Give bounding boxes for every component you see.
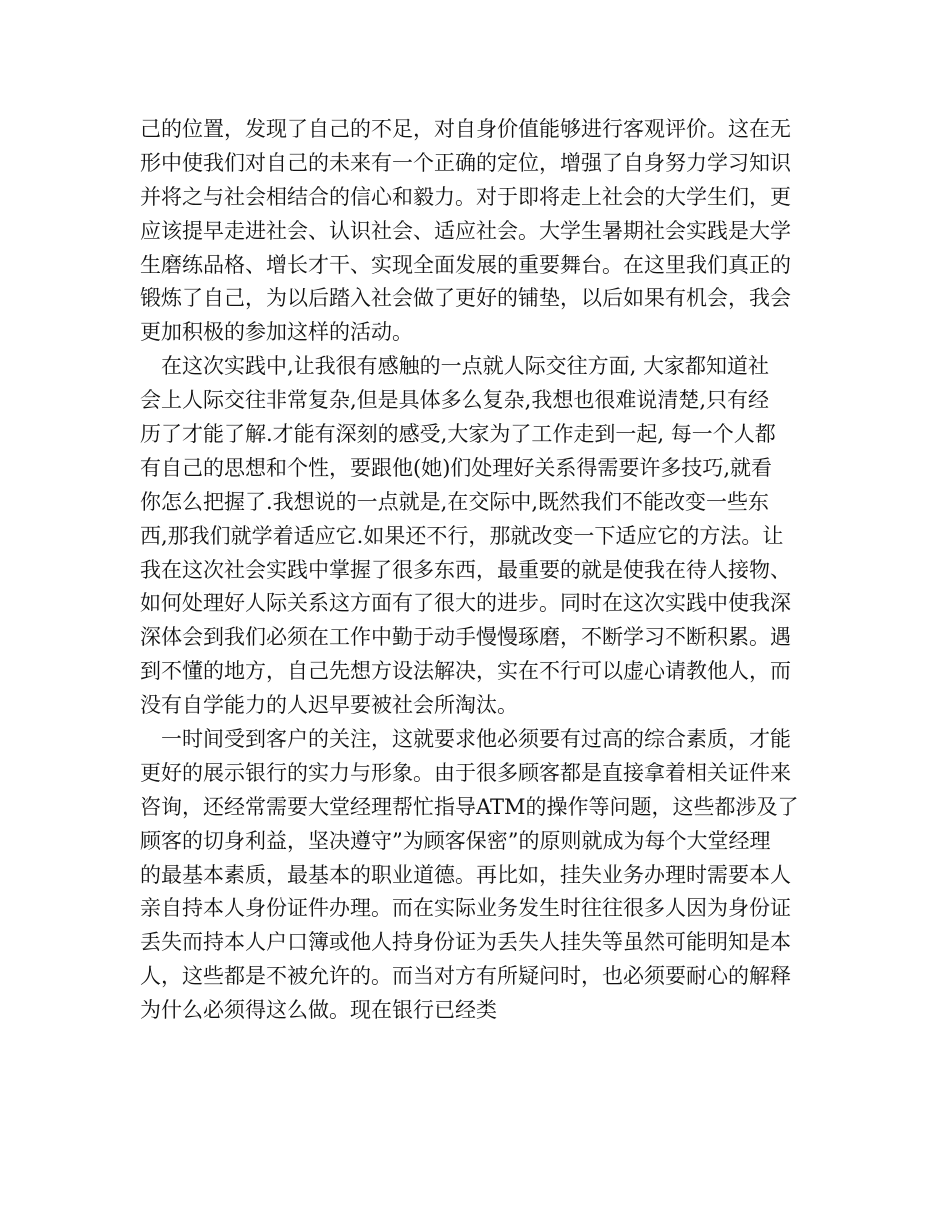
text-line: 历了才能了解.才能有深刻的感受,大家为了工作走到一起, 每一个人都 (140, 422, 776, 447)
text-line: 在这次实践中,让我很有感触的一点就人际交往方面, 大家都知道社 (161, 354, 770, 379)
text-line: 深体会到我们必须在工作中勤于动手慢慢琢磨，不断学习不断积累。遇 (140, 625, 791, 650)
text-line: 为什么必须得这么做。现在银行已经类 (140, 998, 497, 1023)
paragraph-2 (140, 350, 820, 723)
text-line: 亲自持本人身份证件办理。而在实际业务发生时往往很多人因为身份证 (140, 896, 791, 921)
text-line: 更加积极的参加这样的活动。 (140, 320, 413, 345)
document-body (140, 113, 820, 1028)
text-line: 会上人际交往非常复杂,但是具体多么复杂,我想也很难说清楚,只有经 (140, 388, 770, 413)
text-line: 的最基本素质，最基本的职业道德。再比如，挂失业务办理时需要本人 (140, 862, 791, 887)
text-line: 己的位置，发现了自己的不足，对自身价值能够进行客观评价。这在无 (140, 117, 791, 141)
text-line: 我在这次社会实践中掌握了很多东西，最重要的就是使我在待人接物、 (140, 557, 791, 582)
text-line: 到不懂的地方，自己先想方设法解决，实在不行可以虚心请教他人，而 (140, 659, 791, 684)
paragraph-3 (140, 723, 820, 1028)
text-line: 更好的展示银行的实力与形象。由于很多顾客都是直接拿着相关证件来 (140, 760, 791, 785)
text-line: 丢失而持本人户口簿或他人持身份证为丢失人挂失等虽然可能明知是本 (140, 930, 791, 955)
text-line: 咨询，还经常需要大堂经理帮忙指导ATM的操作等问题，这些都涉及了 (140, 794, 799, 819)
text-line: 没有自学能力的人迟早要被社会所淘汰。 (140, 693, 518, 718)
text-line: 西,那我们就学着适应它.如果还不行，那就改变一下适应它的方法。让 (140, 523, 784, 548)
text-line: 顾客的切身利益，坚决遵守”为顾客保密”的原则就成为每个大堂经理 (140, 828, 771, 853)
text-line: 有自己的思想和个性，要跟他(她)们处理好关系得需要许多技巧,就看 (140, 455, 773, 480)
text-line: 锻炼了自己，为以后踏入社会做了更好的铺垫，以后如果有机会，我会 (140, 286, 791, 311)
text-line: 生磨练品格、增长才干、实现全面发展的重要舞台。在这里我们真正的 (140, 252, 791, 277)
text-line: 并将之与社会相结合的信心和毅力。对于即将走上社会的大学生们，更 (140, 184, 791, 209)
text-line: 形中使我们对自己的未来有一个正确的定位，增强了自身努力学习知识 (140, 150, 791, 175)
paragraph-1 (140, 113, 820, 350)
text-line: 人，这些都是不被允许的。而当对方有所疑问时，也必须要耐心的解释 (140, 964, 791, 989)
text-line: 你怎么把握了.我想说的一点就是,在交际中,既然我们不能改变一些东 (140, 489, 770, 514)
text-line: 如何处理好人际关系这方面有了很大的进步。同时在这次实践中使我深 (140, 591, 791, 616)
text-line: 应该提早走进社会、认识社会、适应社会。大学生暑期社会实践是大学 (140, 218, 791, 243)
text-line: 一时间受到客户的关注，这就要求他必须要有过高的综合素质，才能 (161, 727, 791, 752)
